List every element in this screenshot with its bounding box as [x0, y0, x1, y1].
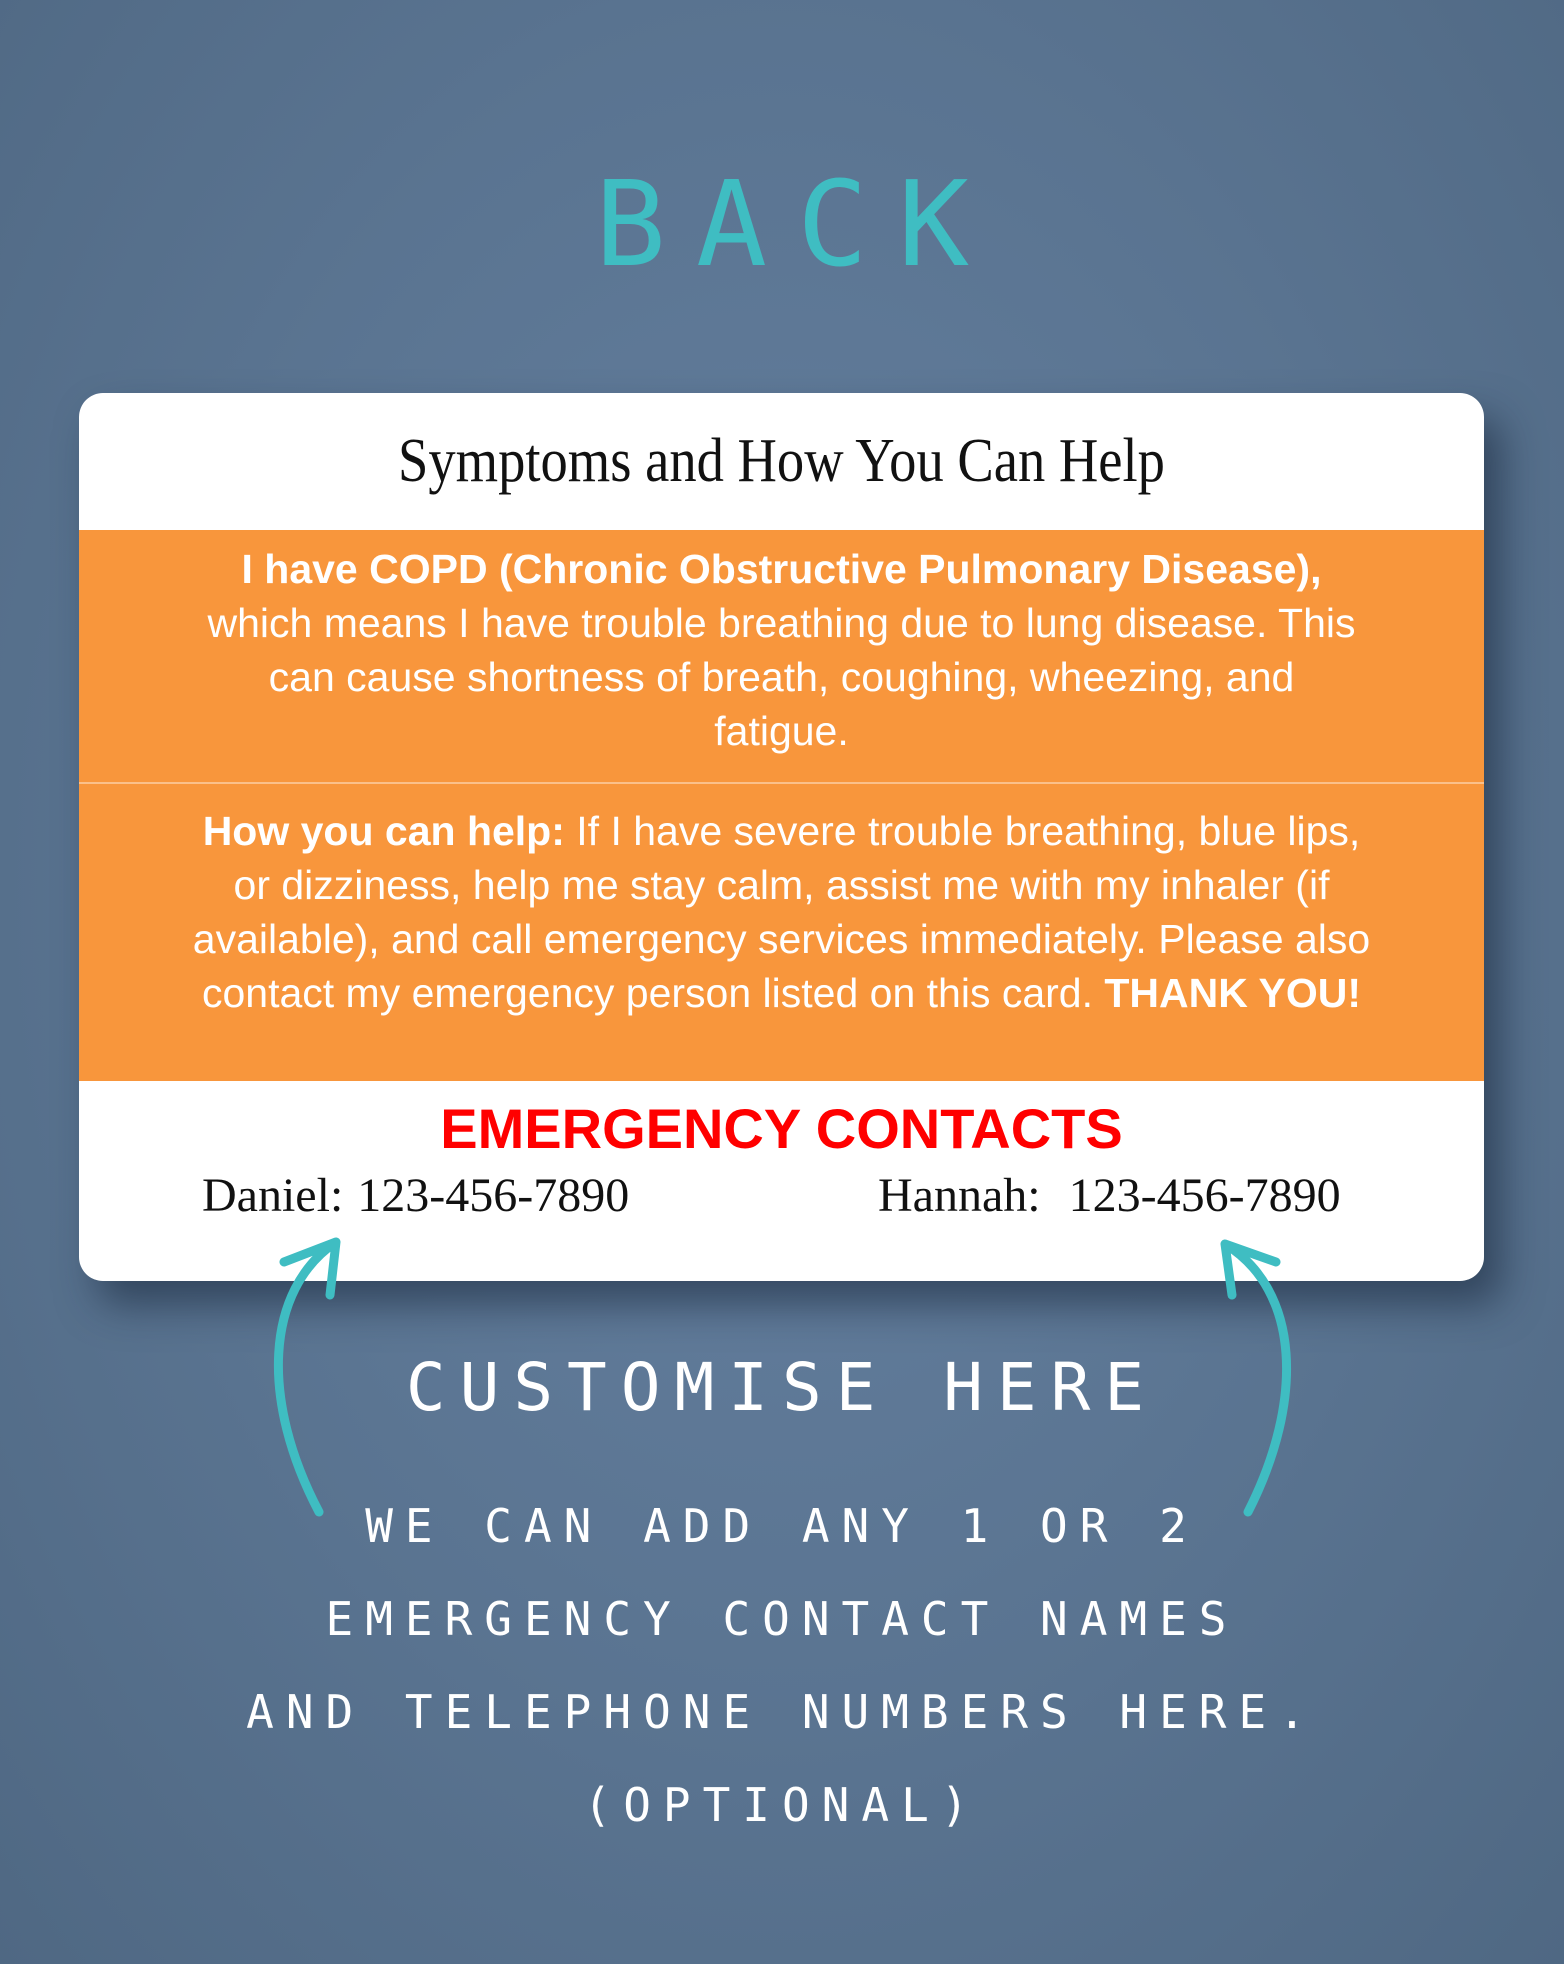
info-line: WE CAN ADD ANY 1 OR 2: [365, 1499, 1199, 1553]
contact-name: Hannah:: [878, 1169, 1041, 1222]
thank-you: THANK YOU!: [1104, 970, 1362, 1016]
condition-text: which means I have trouble breathing due to lung disease. This can cause shortness of breath, coughing, wheezing, and fatigue.: [207, 600, 1356, 754]
help-text: If I have severe trouble breathing, blue lips, or dizziness, help me stay calm, assist me with my inhaler (if available), and call emergency services immediately. Please also contact my emergency person listed on this card.: [192, 808, 1371, 1016]
emergency-contacts-heading: EMERGENCY CONTACTS: [440, 1097, 1123, 1160]
contact-name: Daniel:: [202, 1169, 344, 1222]
help-bold: How you can help:: [202, 808, 565, 854]
info-line: (OPTIONAL): [583, 1778, 981, 1832]
info-line: AND TELEPHONE NUMBERS HERE.: [246, 1685, 1318, 1739]
info-line: EMERGENCY CONTACT NAMES: [325, 1592, 1239, 1646]
page-heading: BACK: [594, 155, 1000, 293]
contact-phone: 123-456-7890: [357, 1169, 630, 1222]
customise-info: [0, 1480, 1564, 1852]
card-title: Symptoms and How You Can Help: [398, 427, 1165, 495]
contact-phone: 123-456-7890: [1068, 1169, 1341, 1222]
condition-bold: I have COPD (Chronic Obstructive Pulmonary Disease),: [241, 546, 1322, 592]
customise-title: CUSTOMISE HERE: [405, 1349, 1159, 1426]
